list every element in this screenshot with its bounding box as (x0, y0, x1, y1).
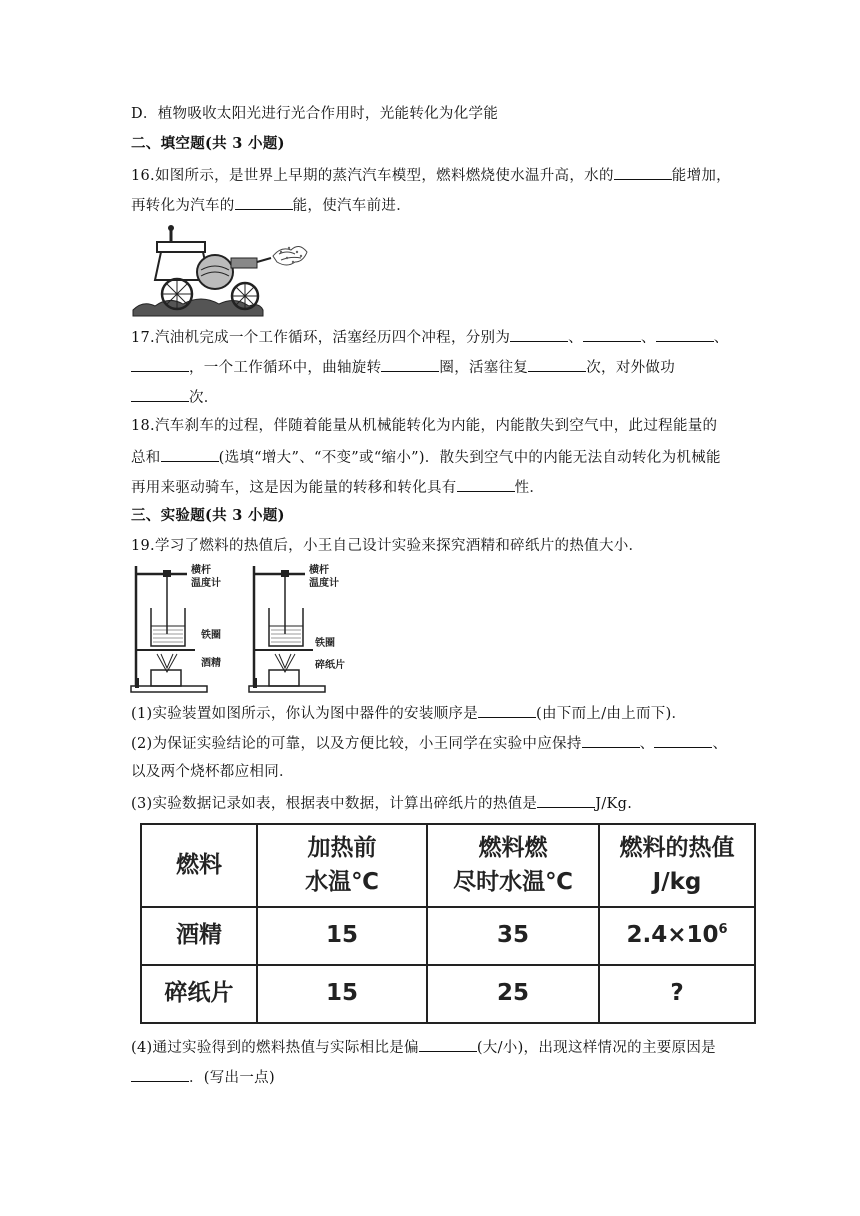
cell-after: 35 (427, 907, 599, 965)
blank[interactable] (478, 702, 536, 718)
blank[interactable] (654, 732, 712, 748)
blank[interactable] (131, 356, 189, 372)
q19-part-1: (1)实验装置如图所示，你认为图中器件的安装顺序是 (由下而上/由上而下)． (131, 702, 686, 724)
table-header-row (141, 824, 755, 907)
blank[interactable] (419, 1036, 477, 1052)
q16-line-2: 再转化为汽车的 能，使汽车前进． (131, 194, 411, 216)
label-paper-scraps: 碎纸片 (315, 660, 345, 671)
blank[interactable] (582, 732, 640, 748)
label-thermometer: 温度计 (191, 578, 221, 589)
q19-part-4-line-2: ．(写出一点) (131, 1066, 275, 1088)
header-heat-value: 燃料的热值 J/kg (599, 824, 755, 907)
label-crossbar: 横杆 (191, 565, 211, 576)
option-d: D．植物吸收太阳光进行光合作用时，光能转化为化学能 (131, 106, 499, 122)
label-alcohol: 酒精 (201, 658, 221, 669)
header-fuel: 燃料 (141, 824, 257, 907)
q16-line-1: 16.如图所示，是世界上早期的蒸汽汽车模型，燃料燃烧使水温升高，水的 能增加， (131, 164, 731, 186)
q19-part-2-line-1: (2)为保证实验结论的可靠，以及方便比较，小王同学在实验中应保持 、 、 (131, 732, 727, 754)
steam-car-figure (131, 222, 311, 318)
q18-line-1: 18.汽车刹车的过程，伴随着能量从机械能转化为内能，内能散失到空气中，此过程能量的 (131, 418, 718, 434)
q17-line-1: 17.汽油机完成一个工作循环，活塞经历四个冲程，分别为 、 、 、 (131, 326, 729, 348)
blank[interactable] (235, 194, 293, 210)
table-row (141, 965, 755, 1023)
section-heading-experiment: 三、实验题(共 3 小题) (131, 507, 285, 524)
blank[interactable] (614, 164, 672, 180)
cell-after: 25 (427, 965, 599, 1023)
q18-line-3: 再用来驱动骑车，这是因为能量的转移和转化具有 性． (131, 476, 544, 498)
q19-part-3: (3)实验数据记录如表，根据表中数据，计算出碎纸片的热值是 J/Kg. (131, 792, 632, 814)
header-after-temp: 燃料燃 尽时水温℃ (427, 824, 599, 907)
label-crossbar: 横杆 (309, 565, 329, 576)
label-thermometer: 温度计 (309, 578, 339, 589)
q17-line-2: ，一个工作循环中，曲轴旋转 圈，活塞往复 次，对外做功 (131, 356, 675, 378)
left-apparatus (131, 563, 221, 692)
blank[interactable] (457, 476, 515, 492)
blank[interactable] (161, 446, 219, 462)
q19-line: 19.学习了燃料的热值后，小王自己设计实验来探究酒精和碎纸片的热值大小． (131, 538, 644, 554)
cell-before: 15 (257, 907, 427, 965)
cell-fuel: 酒精 (141, 907, 257, 965)
q19-part-4-line-1: (4)通过实验得到的燃料热值与实际相比是偏 (大/小)，出现这样情况的主要原因是 (131, 1036, 716, 1058)
q18-line-2: 总和 (选填“增大”、“不变”或“缩小”)．散失到空气中的内能无法自动转化为机械能 (131, 446, 721, 468)
blank[interactable] (381, 356, 439, 372)
blank[interactable] (528, 356, 586, 372)
cell-value: $2.4\times 10^6$ (599, 907, 755, 965)
blank[interactable] (131, 1066, 189, 1082)
header-before-temp: 加热前 水温℃ (257, 824, 427, 907)
label-iron-ring: 铁圈 (201, 630, 221, 641)
right-apparatus (249, 563, 345, 692)
section-heading-fill-blank: 二、填空题(共 3 小题) (131, 135, 285, 152)
label-iron-ring: 铁圈 (315, 638, 335, 649)
blank[interactable] (537, 792, 595, 808)
blank[interactable] (510, 326, 568, 342)
cell-before: 15 (257, 965, 427, 1023)
cell-value: ? (599, 965, 755, 1023)
blank[interactable] (131, 386, 189, 402)
blank[interactable] (583, 326, 641, 342)
cell-fuel: 碎纸片 (141, 965, 257, 1023)
apparatus-figure (129, 560, 369, 694)
q19-part-2-line-2: 以及两个烧杯都应相同． (131, 764, 294, 780)
q17-line-3: 次． (131, 386, 219, 408)
blank[interactable] (656, 326, 714, 342)
data-table (140, 823, 756, 1024)
table-row (141, 907, 755, 965)
